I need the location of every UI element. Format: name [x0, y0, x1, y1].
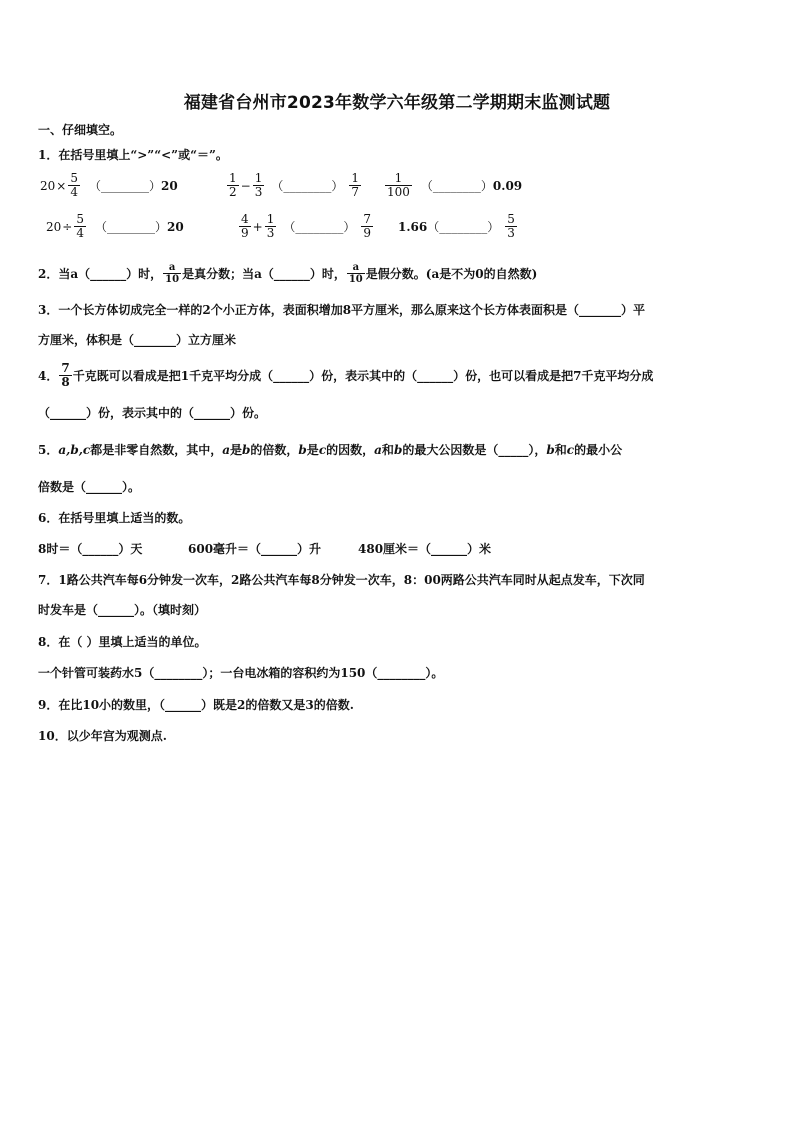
q1-item-6-blank: （________） — [427, 220, 500, 234]
q1-item-4-blank: （________） — [94, 220, 167, 234]
question-4-line-2: （______）份，表示其中的（______）份。 — [38, 406, 267, 420]
q1-item-2: 1 2 − $\frac{1}{3}$ （________） 1 7 — [229, 171, 359, 199]
q1-item-1-number: 20 — [40, 178, 56, 193]
q1-item-5-blank: （________） — [283, 220, 356, 234]
page-title: 福建省台州市2023年数学六年级第二学期期末监测试题 — [183, 93, 611, 113]
q1-item-1-blank: （________） — [88, 179, 161, 193]
q1-item-5: 4 9 + $\frac{1}{3}$ （________） 7 9 — [241, 212, 371, 240]
question-5-line-1: 5．a,b,c都是非零自然数，其中，a是b的倍数，b是c的因数，a和b的最大公因数是（_____），b和c的最小公 — [38, 443, 623, 457]
question-6-item-3: 480厘米＝（______）米 — [358, 542, 492, 556]
q1-item-3: 1 100 （________） 0.09 — [387, 171, 523, 199]
question-9: 9．在比10小的数里，（______）既是2的倍数又是3的倍数. — [38, 698, 354, 712]
question-6-item-1: 8时＝（______）天 — [38, 542, 143, 556]
question-10: 10．以少年宫为观测点. — [38, 729, 167, 743]
question-3-line-1: 3．一个长方体切成完全一样的2个小正方体，表面积增加8平方厘米，那么原来这个长方体表面积是（_______）平 — [38, 303, 646, 317]
question-4-line-1: 4． 7 8 千克既可以看成是把1千克平均分成（______）份，表示其中的（______）份，也可以看成是把7千克平均分成 — [38, 361, 654, 389]
question-8-prompt: 8．在（ ）里填上适当的单位。 — [38, 635, 207, 649]
question-6-prompt: 6．在括号里填上适当的数。 — [38, 511, 191, 525]
question-1-prompt: 1．在括号里填上“>”“<”或“＝”。 — [38, 148, 228, 162]
question-5-line-2: 倍数是（______）。 — [38, 480, 141, 494]
q1-item-2-blank: （________） — [271, 179, 344, 193]
question-7-line-1: 7．1路公共汽车每6分钟发一次车，2路公共汽车每8分钟发一次车，8：00两路公共汽车同时从起点发车，下次同 — [38, 573, 645, 587]
q1-item-1-compare: 20 — [161, 178, 178, 193]
question-7-line-2: 时发车是（______）。（填时刻） — [38, 603, 207, 617]
q1-item-1 — [40, 172, 178, 199]
section-heading: 一、仔细填空。 — [38, 123, 123, 137]
question-2: 2．当a（______）时， a 10 是真分数；当a（______）时， a 10 是假分数。(a是不为0的自然数) — [38, 262, 538, 285]
q1-item-6: 1.66 （________） 5 3 — [398, 212, 515, 240]
q1-item-3-blank: （________） — [420, 179, 493, 193]
q1-item-1-fraction: $\frac{5}{4}$ — [70, 171, 78, 199]
q1-item-1-operator: × — [56, 178, 67, 193]
question-8-line: 一个针管可装药水5（________）；一台电冰箱的容积约为150（________）。 — [38, 666, 444, 680]
question-3-line-2: 方厘米，体积是（_______）立方厘米 — [38, 333, 237, 347]
question-6-item-2: 600毫升＝（______）升 — [188, 542, 322, 556]
q1-item-4: 20 ÷ $\frac{5}{4}$ （________） 20 — [46, 212, 184, 240]
